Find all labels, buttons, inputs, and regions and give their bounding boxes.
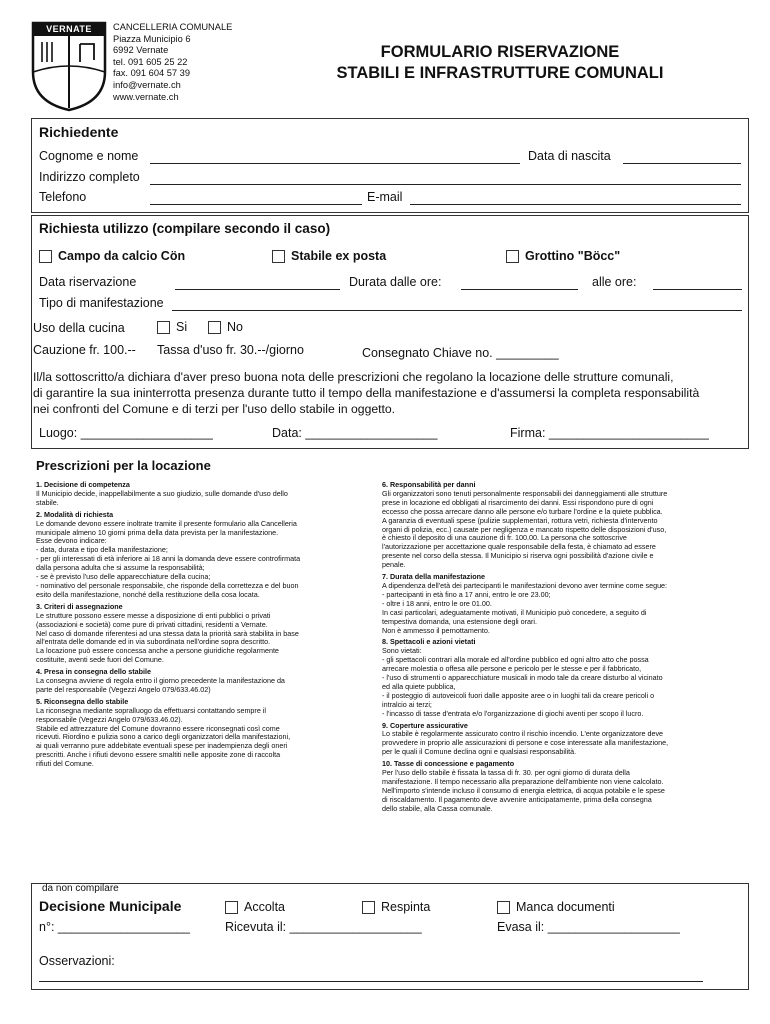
title-line-1: FORMULARIO RISERVAZIONE <box>380 43 620 61</box>
declaration <box>33 369 699 417</box>
prescrizione-line: Esse devono indicare: <box>36 536 107 546</box>
prescrizione-line: Il Municipio decide, inappellabilmente a suo giudizio, sulle domande d'uso dello <box>36 488 288 498</box>
prescrizione-title: 2. Modalità di richiesta <box>36 509 114 519</box>
prescrizione-line: - gli spettacoli contrari alla morale ed all'ordine pubblico ed ogni altro atto che possa <box>382 655 649 665</box>
prescrizione-line: esito della manifestazione, nonché della restituzione della cosa locata. <box>36 589 260 599</box>
prescrizione-line: presente nel corso della stessa. Il Municipio si riserva ogni possibilità d'azione civile e <box>382 551 654 561</box>
email-input[interactable] <box>410 204 741 205</box>
declaration-line: di garantire la sua ininterrotta presenza durante tutto il tempo della manifestazione e d'assumersi la completa responsabilità <box>33 386 700 400</box>
respinta-label: Respinta <box>381 900 431 914</box>
decisione-heading: Decisione Municipale <box>39 898 182 914</box>
prescrizioni-right-column <box>382 478 747 814</box>
prescrizione-title: 7. Durata della manifestazione <box>382 572 486 582</box>
prescrizione-line: La riconsegna mediante sopralluogo da effettuarsi contattando sempre il <box>36 705 267 715</box>
cognome-input[interactable] <box>150 163 520 164</box>
office-line: CANCELLERIA COMUNALE <box>113 22 233 32</box>
prescrizione-line: Sono vietati: <box>382 646 422 656</box>
prescrizione-line: responsabile (Vegezzi Angelo 079/633.46.02). <box>36 714 183 724</box>
checkbox-manca[interactable] <box>497 901 510 914</box>
prescrizione-line: A garanzia di eventuali spese (pulizie supplementari, rottura vetri, richiesta d'intervento <box>382 515 658 525</box>
prescrizione-line: Gli organizzatori sono tenuti personalmente responsabili dei danneggiamenti alle strutture <box>382 488 668 498</box>
nascita-input[interactable] <box>623 163 741 164</box>
prescrizione-line: - data, durata e tipo della manifestazione; <box>36 545 168 555</box>
prescrizione-line: stabile. <box>36 497 59 507</box>
manca-label: Manca documenti <box>516 900 615 914</box>
prescrizione-line: La locazione può essere concessa anche a persone giuridiche regolarmente <box>36 646 279 656</box>
option-respinta[interactable] <box>362 900 430 914</box>
no-label: No <box>227 320 243 334</box>
office-line: www.vernate.ch <box>113 91 179 102</box>
prescrizione-line: - nominativo del personale responsabile, che risponde della correttezza e del buon <box>36 580 299 590</box>
logo-text: VERNATE <box>46 24 92 34</box>
richiedente-heading: Richiedente <box>39 124 119 140</box>
prescrizioni-left-column <box>36 478 376 769</box>
prescrizione-title: 5. Riconsegna dello stabile <box>36 696 129 706</box>
prescrizione-line: ricevuti. Riordino e pulizia sono a carico degli organizzatori della manifestazioni, <box>36 732 291 742</box>
indirizzo-label: Indirizzo completo <box>39 170 140 184</box>
prescrizione-line: ai quali verranno pure addebitate eventuali spese per inadempienza degli oneri <box>36 741 288 751</box>
prescrizione-line: (associazioni e società) come pure di privati cittadini, residenti a Vernate. <box>36 619 268 629</box>
firma-field[interactable]: Firma: _______________________ <box>510 426 709 440</box>
checkbox-no[interactable] <box>208 321 221 334</box>
prescrizione-title: 1. Decisione di competenza <box>36 480 130 489</box>
cognome-label: Cognome e nome <box>39 149 139 163</box>
alle-label: alle ore: <box>592 275 637 289</box>
cauzione-text: Cauzione fr. 100.-- <box>33 343 136 357</box>
title-line-2: STABILI E INFRASTRUTTURE COMUNALI <box>336 64 664 82</box>
prescrizione-line: - l'incasso di tasse d'entrata e/o l'organizzazione di giochi aventi per scopo il lucro. <box>382 708 644 718</box>
prescrizione-line: per le quali il Comune declina ogni e qualsiasi responsabilità. <box>382 747 577 757</box>
luogo-field[interactable]: Luogo: ___________________ <box>39 426 213 440</box>
option-grottino-label: Grottino "Böcc" <box>525 249 621 263</box>
chiave-text: Consegnato Chiave no. _________ <box>362 346 559 360</box>
prescrizione-line: costituite, aventi sede fuori del Comune. <box>36 655 164 665</box>
option-accolta[interactable] <box>225 900 285 914</box>
form-title <box>290 42 710 84</box>
prescrizione-line: A dipendenza dell'età dei partecipanti le manifestazioni devono aver termine come segue: <box>382 580 668 590</box>
prescrizione-line: - oltre i 18 anni, entro le ore 01.00. <box>382 598 492 608</box>
prescrizione-title: 9. Coperture assicurative <box>382 720 468 730</box>
prescrizione-line: La consegna avviene di regola entro il giorno precedente la manifestazione da <box>36 676 285 686</box>
prescrizione-line: l'autorizzazione per accettazione quale responsabile della festa, è chiamato ad essere <box>382 542 656 552</box>
prescrizione-line: Le strutture possono essere messe a disposizione di enti pubblici o privati <box>36 610 271 620</box>
prescrizione-line: provvedere in proprio alle assicurazioni di persone e cose interessate alla manifestazione, <box>382 738 669 748</box>
telefono-label: Telefono <box>39 190 87 204</box>
office-line: info@vernate.ch <box>113 79 181 90</box>
checkbox-si[interactable] <box>157 321 170 334</box>
cucina-no[interactable] <box>208 320 243 334</box>
prescrizione-title: 6. Responsabilità per danni <box>382 480 476 489</box>
option-stabile[interactable] <box>272 249 386 263</box>
office-line: 6992 Vernate <box>113 45 169 56</box>
prescrizione-line: municipale almeno 10 giorni prima della data prevista per la manifestazione. <box>36 527 279 537</box>
numero-field[interactable]: n°: ___________________ <box>39 920 190 934</box>
checkbox-grottino[interactable] <box>506 250 519 263</box>
prescrizione-line: di riscaldamento. Il pagamento deve avvenire anticipatamente, prima della consegna <box>382 794 652 804</box>
prescrizione-line: prescritti. Anche i rifiuti devono essere smaltiti nelle apposite zone di raccolta <box>36 750 281 760</box>
prescrizione-line: In casi particolari, adeguatamente motivati, il Municipio può concedere, a seguito di <box>382 607 647 617</box>
office-address <box>113 22 232 103</box>
prescrizione-line: arrecare molestia o offesa alle persone e pericolo per le stesse e per il fabbricato, <box>382 664 642 674</box>
data-riservazione-input[interactable] <box>175 289 340 290</box>
accolta-label: Accolta <box>244 900 285 914</box>
option-manca[interactable] <box>497 900 615 914</box>
prescrizione-line: all'entrata delle domande ed in via subordinata nell'ordine sopra descritto. <box>36 637 271 647</box>
prescrizione-line: - l'uso di strumenti o apparecchiature musicali in modo tale da creare disturbo al vicinato <box>382 673 663 683</box>
prescrizione-line: dalla persona adulta che si assume la responsabilità; <box>36 563 205 573</box>
email-label: E-mail <box>367 190 403 204</box>
option-grottino[interactable] <box>506 249 620 263</box>
checkbox-stabile[interactable] <box>272 250 285 263</box>
option-stabile-label: Stabile ex posta <box>291 249 387 263</box>
indirizzo-input[interactable] <box>150 184 741 185</box>
office-line: tel. 091 605 25 22 <box>113 56 188 67</box>
nascita-label: Data di nascita <box>528 149 611 163</box>
durata-label: Durata dalle ore: <box>349 275 442 289</box>
prescrizione-line: parte del responsabile (Vegezzi Angelo 079/633.46.02) <box>36 684 211 694</box>
telefono-input[interactable] <box>150 204 362 205</box>
cucina-si[interactable] <box>157 320 187 334</box>
prescrizione-line: organi di polizia, ecc.) causate per negligenza e mancato rispetto delle disposizioni d'uso, <box>382 524 667 534</box>
prescrizione-title: 4. Presa in consegna dello stabile <box>36 667 152 677</box>
option-campo-label: Campo da calcio Cön <box>58 249 186 263</box>
osservazioni-input[interactable] <box>39 981 703 982</box>
prescrizione-line: Per l'uso dello stabile è fissata la tassa di fr. 30. per ogni giorno di durata della <box>382 768 630 778</box>
option-campo[interactable] <box>39 249 185 263</box>
cucina-label: Uso della cucina <box>33 321 125 335</box>
checkbox-campo[interactable] <box>39 250 52 263</box>
municipal-logo <box>30 20 108 112</box>
prescrizione-line: Non è ammesso il pernottamento. <box>382 625 490 635</box>
office-line: Piazza Municipio 6 <box>113 33 191 44</box>
si-label: Si <box>176 320 188 334</box>
prescrizione-title: 10. Tasse di concessione e pagamento <box>382 759 515 769</box>
prescrizione-line: Nel caso di domande riferentesi ad una stessa data la priorità sarà stabilita in base <box>36 628 299 638</box>
prescrizione-line: - il posteggio di autoveicoli fuori dalle apposite aree o in luoghi tali da creare pericoli o <box>382 690 655 700</box>
prescrizione-line: ed alla quiete pubblica, <box>382 681 456 691</box>
prescrizione-line: - se è previsto l'uso delle apparecchiature della cucina; <box>36 572 211 582</box>
prescrizioni-heading: Prescrizioni per la locazione <box>36 458 211 473</box>
prescrizione-line: dello stabile, alla Cassa comunale. <box>382 803 493 813</box>
tipo-input[interactable] <box>172 310 742 311</box>
office-line: fax. 091 604 57 39 <box>113 68 191 79</box>
checkbox-respinta[interactable] <box>362 901 375 914</box>
prescrizione-title: 3. Criteri di assegnazione <box>36 601 123 611</box>
prescrizione-line: - partecipanti in età fino a 17 anni, entro le ore 23.00; <box>382 589 551 599</box>
prescrizione-line: prese in locazione ed obbligati al risarcimento dei danni. Essi rispondono pure di ogni <box>382 497 654 507</box>
data-riservazione-label: Data riservazione <box>39 275 137 289</box>
decisione-note: da non compilare <box>42 883 119 894</box>
prescrizione-line: Stabile ed attrezzature del Comune dovranno essere riconsegnati così come <box>36 723 280 733</box>
declaration-line: nei confronti del Comune e di terzi per l'uso dello stabile in oggetto. <box>33 402 396 416</box>
evasa-field[interactable]: Evasa il: ___________________ <box>497 920 680 934</box>
prescrizione-title: 8. Spettacoli e azioni vietati <box>382 637 476 647</box>
prescrizione-line: eccesso che possa arrecare danno alle persone e/o turbare l'ordine e la quiete pubblica. <box>382 506 663 516</box>
tassa-text: Tassa d'uso fr. 30.--/giorno <box>157 343 304 357</box>
alle-input[interactable] <box>653 289 742 290</box>
declaration-line: Il/la sottoscritto/a dichiara d'aver preso buona nota delle prescrizioni che regolano la locazione delle strutture comunali, <box>33 370 674 384</box>
prescrizione-line: Nell'importo s'intende incluso il consumo di energia elettrica, di acqua potabile e le spese <box>382 785 665 795</box>
prescrizione-line: Lo stabile è regolarmente assicurato contro il rischio incendio. L'ente organizzatore deve <box>382 729 664 739</box>
prescrizione-line: tempestiva domanda, una estensione degli orari. <box>382 616 538 626</box>
prescrizione-line: Le domande devono essere inoltrate tramite il presente formulario alla Cancelleria <box>36 518 297 528</box>
tipo-label: Tipo di manifestazione <box>39 296 164 310</box>
prescrizione-line: manifestazione. Il tempo necessario alla preparazione dell'ambiente non viene calcolato. <box>382 777 664 786</box>
prescrizione-line: è chiesto il deposito di una cauzione di fr. 100.00. La persona che sottoscrive <box>382 533 627 543</box>
osservazioni-label: Osservazioni: <box>39 954 115 968</box>
ricevuta-field[interactable]: Ricevuta il: ___________________ <box>225 920 422 934</box>
prescrizione-line: rifiuti del Comune. <box>36 759 94 769</box>
richiesta-heading: Richiesta utilizzo (compilare secondo il caso) <box>39 221 331 236</box>
checkbox-accolta[interactable] <box>225 901 238 914</box>
prescrizione-line: - per gli interessati di età inferiore ai 18 anni la domanda deve essere controfirmata <box>36 554 301 564</box>
prescrizione-line: intralcio ai terzi; <box>382 699 432 709</box>
data-field[interactable]: Data: ___________________ <box>272 426 438 440</box>
prescrizione-line: penale. <box>382 560 406 570</box>
durata-input[interactable] <box>461 289 578 290</box>
